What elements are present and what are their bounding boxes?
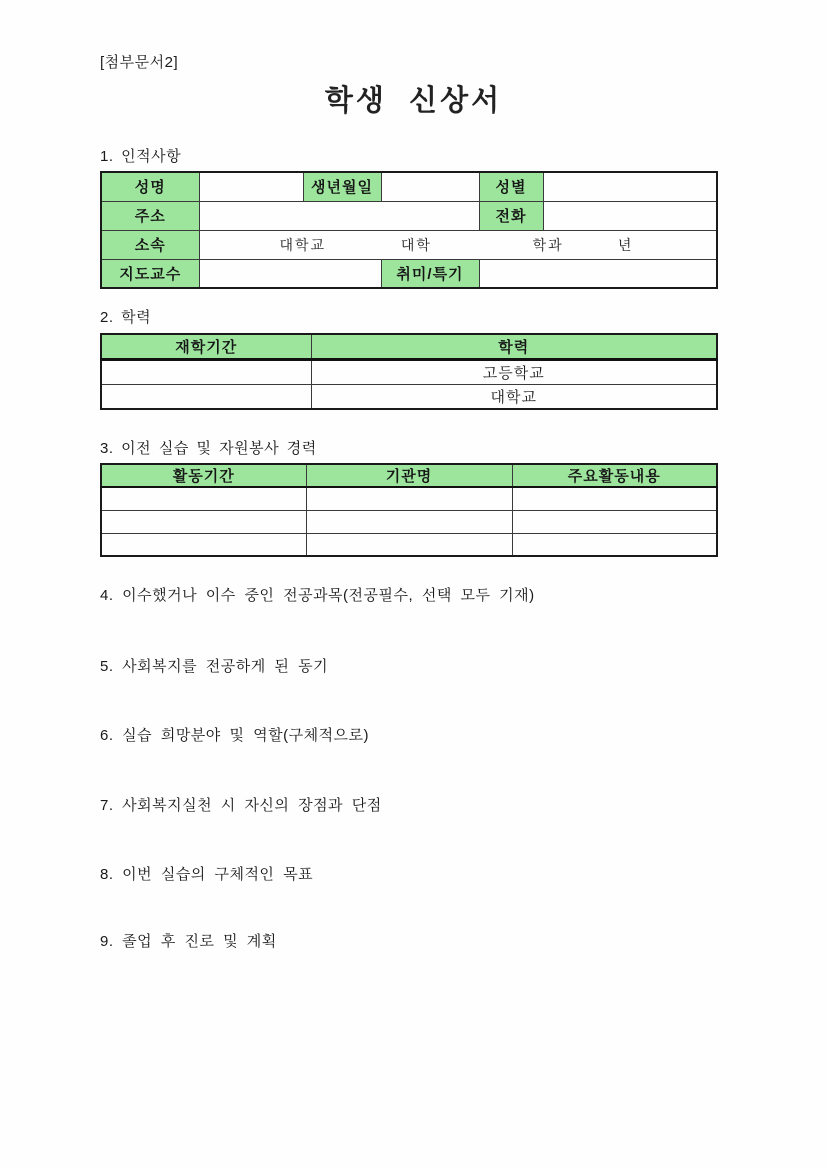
personal-row-name bbox=[101, 172, 717, 201]
address-label: 주소 bbox=[101, 201, 199, 230]
experience-table bbox=[100, 463, 718, 557]
birthdate-label: 생년월일 bbox=[303, 172, 381, 201]
prompt-item-4: 4. 이수했거나 이수 중인 전공과목(전공필수, 선택 모두 기재) bbox=[100, 587, 535, 604]
name-value-cell bbox=[199, 172, 303, 201]
school-name: 고등학교 bbox=[311, 359, 717, 384]
main-activities-cell bbox=[512, 487, 717, 510]
activity-period-cell bbox=[101, 510, 306, 533]
affiliation-label: 소속 bbox=[101, 230, 199, 259]
experience-blank-row bbox=[101, 510, 717, 533]
activity-period-header: 활동기간 bbox=[101, 464, 306, 487]
main-activities-header: 주요활동내용 bbox=[512, 464, 717, 487]
address-value-cell bbox=[199, 201, 479, 230]
personal-row-advisor bbox=[101, 259, 717, 288]
section-education-heading: 2. 학력 bbox=[100, 309, 152, 326]
phone-label: 전화 bbox=[479, 201, 543, 230]
prompt-item-9: 9. 졸업 후 진로 및 계획 bbox=[100, 933, 277, 950]
document-title: 학생 신상서 bbox=[324, 85, 503, 117]
enrollment-period-header: 재학기간 bbox=[101, 334, 311, 359]
education-header: 학력 bbox=[311, 334, 717, 359]
prompt-item-6: 6. 실습 희망분야 및 역할(구체적으로) bbox=[100, 727, 370, 744]
prompt-item-5: 5. 사회복지를 전공하게 된 동기 bbox=[100, 658, 329, 675]
prompt-item-8: 8. 이번 실습의 구체적인 목표 bbox=[100, 866, 314, 883]
school-name: 대학교 bbox=[311, 384, 717, 409]
education-header-row bbox=[101, 334, 717, 359]
affiliation-value-cell bbox=[199, 230, 717, 259]
hobby-label: 취미/특기 bbox=[381, 259, 479, 288]
personal-info-table bbox=[100, 171, 718, 289]
phone-value-cell bbox=[543, 201, 717, 230]
prompt-item-7: 7. 사회복지실천 시 자신의 장점과 단점 bbox=[100, 797, 382, 814]
activity-period-cell bbox=[101, 533, 306, 556]
personal-row-affiliation bbox=[101, 230, 717, 259]
organization-cell bbox=[306, 510, 512, 533]
activity-period-cell bbox=[101, 487, 306, 510]
gender-label: 성별 bbox=[479, 172, 543, 201]
period-value-cell bbox=[101, 384, 311, 409]
organization-header: 기관명 bbox=[306, 464, 512, 487]
gender-value-cell bbox=[543, 172, 717, 201]
department-hint: 학과 bbox=[532, 236, 564, 253]
year-hint: 년 bbox=[617, 236, 634, 253]
organization-cell bbox=[306, 487, 512, 510]
attachment-label: [첨부문서2] bbox=[100, 54, 179, 71]
experience-header-row bbox=[101, 464, 717, 487]
advisor-value-cell bbox=[199, 259, 381, 288]
section-experience-heading: 3. 이전 실습 및 자원봉사 경력 bbox=[100, 440, 317, 457]
organization-cell bbox=[306, 533, 512, 556]
experience-blank-row bbox=[101, 533, 717, 556]
education-table bbox=[100, 333, 718, 410]
experience-blank-row bbox=[101, 487, 717, 510]
personal-row-address bbox=[101, 201, 717, 230]
name-label: 성명 bbox=[101, 172, 199, 201]
main-activities-cell bbox=[512, 510, 717, 533]
period-value-cell bbox=[101, 359, 311, 384]
education-row-highschool bbox=[101, 359, 717, 384]
section-personal-heading: 1. 인적사항 bbox=[100, 148, 182, 165]
birthdate-value-cell bbox=[381, 172, 479, 201]
university-hint: 대학교 bbox=[279, 236, 327, 253]
hobby-value-cell bbox=[479, 259, 717, 288]
main-activities-cell bbox=[512, 533, 717, 556]
advisor-label: 지도교수 bbox=[101, 259, 199, 288]
education-row-university bbox=[101, 384, 717, 409]
college-hint: 대학 bbox=[400, 236, 432, 253]
